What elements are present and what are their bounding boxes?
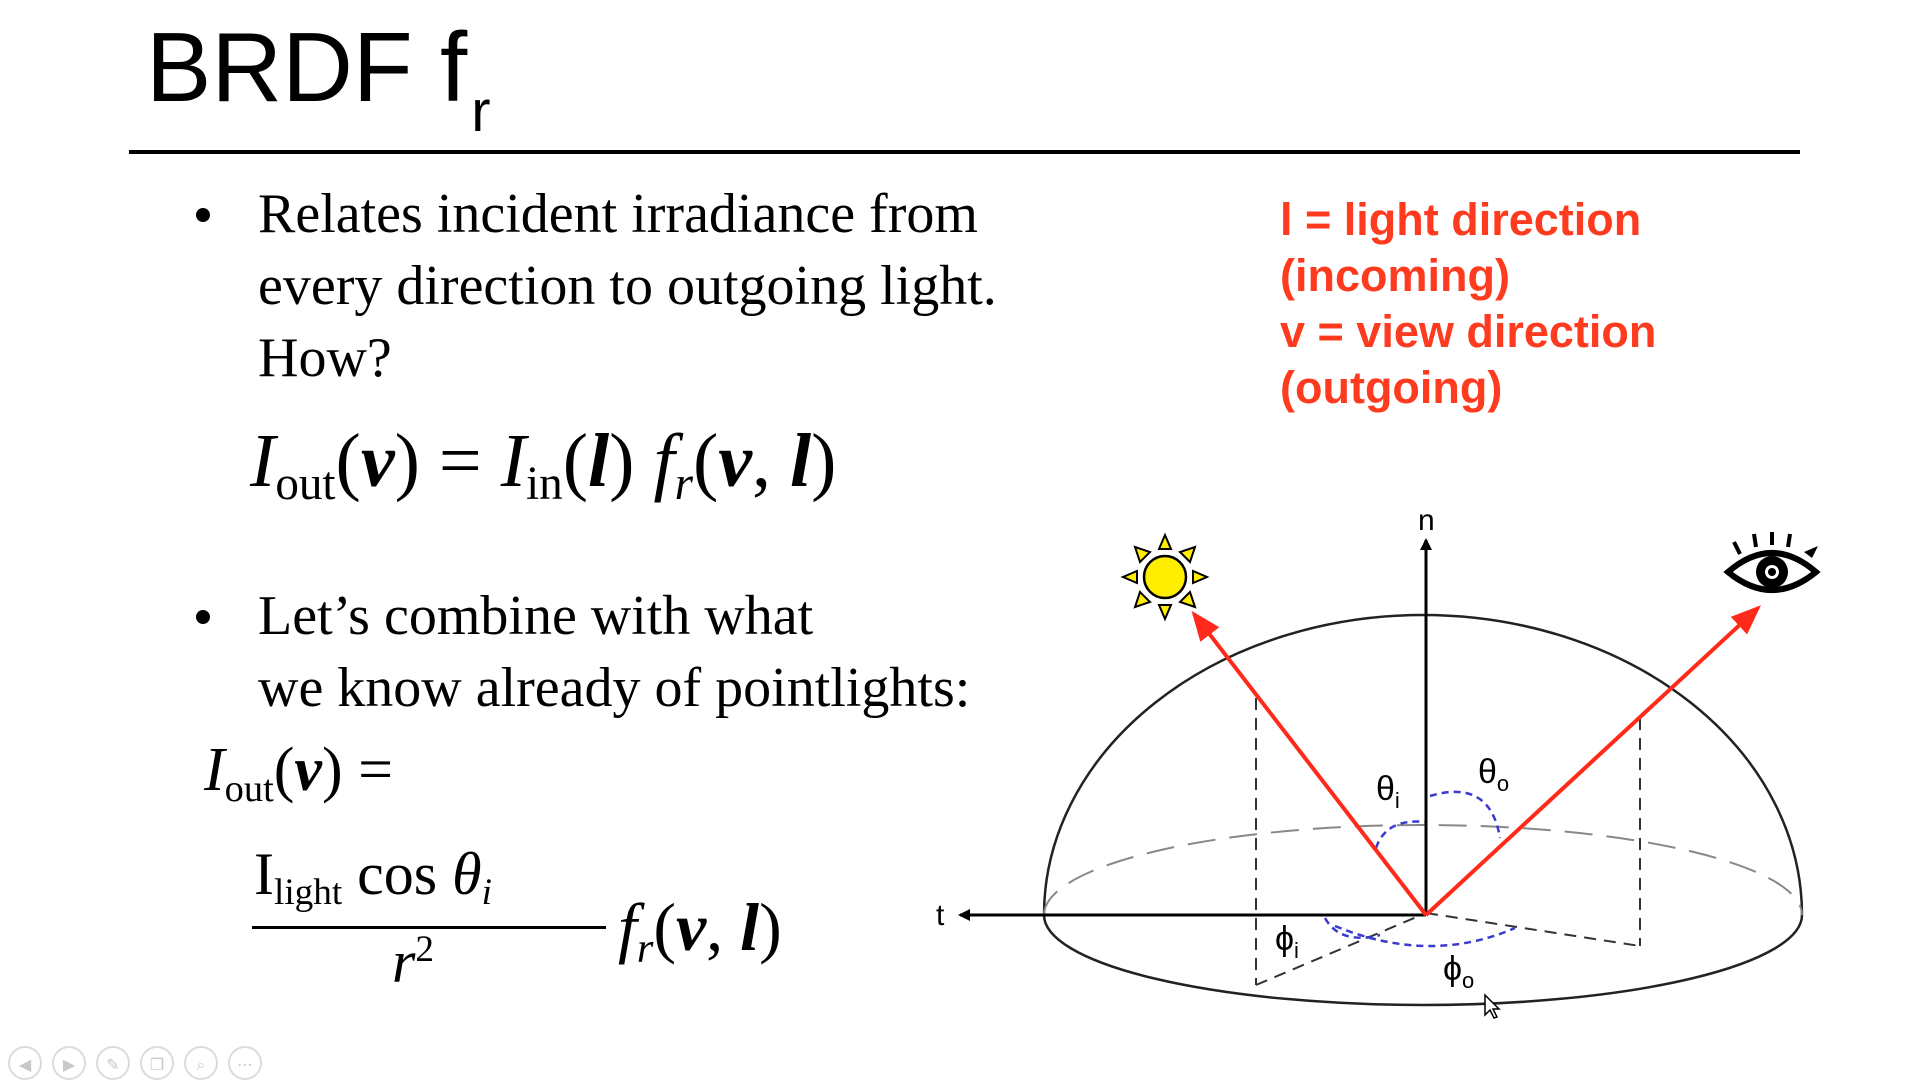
theta-o-label: $\theta_o$ bbox=[1478, 753, 1510, 796]
n-label: n bbox=[1418, 504, 1435, 537]
t-label: t bbox=[936, 899, 945, 932]
slides-button[interactable]: ❐ bbox=[140, 1046, 174, 1080]
theta-i-label: $\theta_i$ bbox=[1376, 770, 1400, 813]
equation-1: Iout(v) = Iin(l) fr(v, l) bbox=[250, 419, 837, 511]
legend-line-4: (outgoing) bbox=[1280, 362, 1503, 413]
equation-2-denominator: $r^2$ bbox=[392, 929, 434, 995]
view-ray bbox=[1426, 608, 1758, 915]
hemisphere-dome bbox=[1044, 615, 1802, 915]
bullet-2-line-1: Let’s combine with what bbox=[258, 585, 814, 647]
bullet-1-line-1: Relates incident irradiance from bbox=[258, 183, 978, 245]
equation-2-brdf: fr(v, l) bbox=[618, 889, 782, 972]
eye-icon bbox=[1728, 532, 1818, 590]
hemisphere-base-back bbox=[1044, 825, 1802, 915]
zoom-button[interactable]: ⌕ bbox=[184, 1046, 218, 1080]
bullet-2-line-2: we know already of pointlights: bbox=[258, 657, 971, 719]
phi-i-label: $\phi_i$ bbox=[1275, 920, 1299, 963]
hemisphere-base-front bbox=[1044, 915, 1802, 1005]
sun-icon bbox=[1123, 535, 1207, 619]
title-subscript: r bbox=[471, 79, 491, 144]
more-button[interactable]: ⋯ bbox=[228, 1046, 262, 1080]
proj-diagonal-right bbox=[1426, 913, 1640, 946]
equation-2-lhs: Iout(v) = bbox=[204, 736, 394, 810]
legend-line-3: v = view direction bbox=[1280, 306, 1657, 357]
phi-o-label: $\phi_o$ bbox=[1443, 950, 1475, 993]
prev-button[interactable]: ◀ bbox=[8, 1046, 42, 1080]
phi-o-arc bbox=[1335, 926, 1515, 946]
legend-line-2: (incoming) bbox=[1280, 250, 1510, 301]
phi-i-arc bbox=[1325, 918, 1380, 938]
bullet-1-line-3: How? bbox=[258, 327, 392, 389]
mouse-cursor bbox=[1485, 995, 1499, 1018]
next-button[interactable]: ▶ bbox=[52, 1046, 86, 1080]
equation-2-numerator: Ilight cos θi bbox=[254, 841, 492, 914]
legend-line-1: l = light direction bbox=[1280, 194, 1642, 245]
theta-o-arc bbox=[1430, 792, 1500, 838]
light-ray bbox=[1194, 614, 1426, 915]
pen-button[interactable]: ✎ bbox=[96, 1046, 130, 1080]
presenter-toolbar bbox=[8, 1046, 262, 1080]
title-text: BRDF f bbox=[146, 12, 468, 122]
bullet-1-line-2: every direction to outgoing light. bbox=[258, 255, 997, 317]
